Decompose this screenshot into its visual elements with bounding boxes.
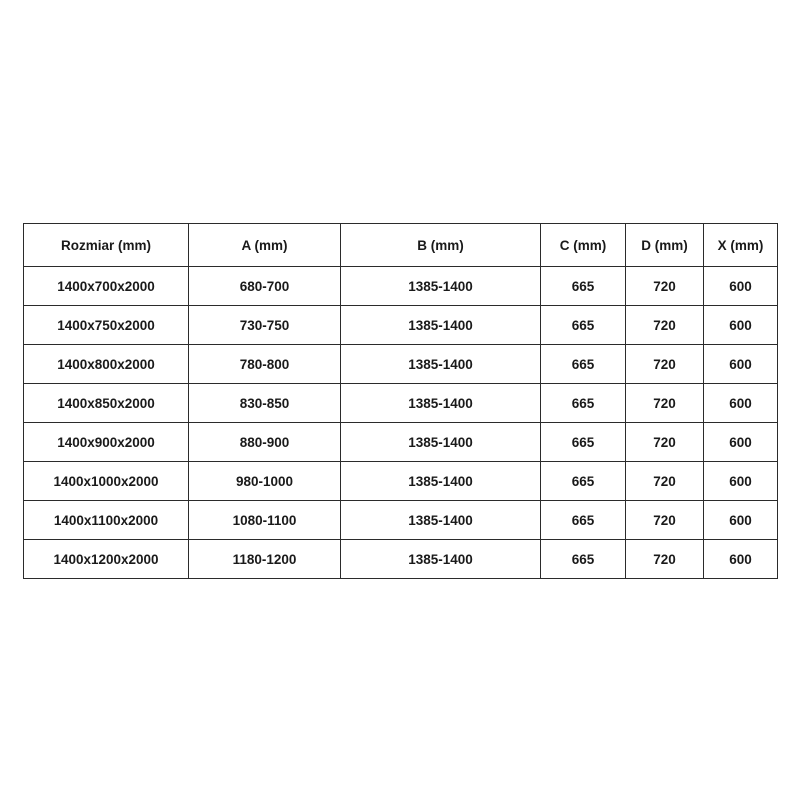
cell-b: 1385-1400 xyxy=(341,423,541,462)
table-row xyxy=(24,267,778,306)
cell-a: 680-700 xyxy=(189,267,341,306)
column-header-c: C (mm) xyxy=(541,224,626,267)
cell-b: 1385-1400 xyxy=(341,501,541,540)
cell-x: 600 xyxy=(704,267,778,306)
cell-c: 665 xyxy=(541,423,626,462)
table-row xyxy=(24,423,778,462)
cell-size: 1400x800x2000 xyxy=(24,345,189,384)
cell-x: 600 xyxy=(704,501,778,540)
table-body xyxy=(24,267,778,579)
cell-b: 1385-1400 xyxy=(341,384,541,423)
cell-x: 600 xyxy=(704,384,778,423)
cell-size: 1400x1200x2000 xyxy=(24,540,189,579)
cell-x: 600 xyxy=(704,462,778,501)
cell-c: 665 xyxy=(541,501,626,540)
cell-d: 720 xyxy=(626,267,704,306)
column-header-size: Rozmiar (mm) xyxy=(24,224,189,267)
cell-a: 1080-1100 xyxy=(189,501,341,540)
cell-a: 730-750 xyxy=(189,306,341,345)
column-header-b: B (mm) xyxy=(341,224,541,267)
cell-d: 720 xyxy=(626,540,704,579)
cell-d: 720 xyxy=(626,306,704,345)
cell-x: 600 xyxy=(704,345,778,384)
cell-c: 665 xyxy=(541,384,626,423)
table-header xyxy=(24,224,778,267)
cell-c: 665 xyxy=(541,345,626,384)
cell-b: 1385-1400 xyxy=(341,462,541,501)
size-table xyxy=(23,223,778,579)
cell-d: 720 xyxy=(626,462,704,501)
cell-d: 720 xyxy=(626,423,704,462)
cell-a: 880-900 xyxy=(189,423,341,462)
cell-c: 665 xyxy=(541,540,626,579)
cell-b: 1385-1400 xyxy=(341,540,541,579)
cell-c: 665 xyxy=(541,306,626,345)
cell-a: 780-800 xyxy=(189,345,341,384)
table-header-row xyxy=(24,224,778,267)
cell-a: 1180-1200 xyxy=(189,540,341,579)
cell-c: 665 xyxy=(541,462,626,501)
column-header-d: D (mm) xyxy=(626,224,704,267)
cell-d: 720 xyxy=(626,345,704,384)
table-row xyxy=(24,501,778,540)
cell-b: 1385-1400 xyxy=(341,267,541,306)
cell-a: 830-850 xyxy=(189,384,341,423)
cell-b: 1385-1400 xyxy=(341,345,541,384)
cell-size: 1400x1000x2000 xyxy=(24,462,189,501)
cell-d: 720 xyxy=(626,501,704,540)
cell-x: 600 xyxy=(704,423,778,462)
cell-size: 1400x750x2000 xyxy=(24,306,189,345)
cell-a: 980-1000 xyxy=(189,462,341,501)
cell-size: 1400x850x2000 xyxy=(24,384,189,423)
cell-x: 600 xyxy=(704,306,778,345)
column-header-x: X (mm) xyxy=(704,224,778,267)
column-header-a: A (mm) xyxy=(189,224,341,267)
table-row xyxy=(24,540,778,579)
cell-b: 1385-1400 xyxy=(341,306,541,345)
cell-size: 1400x1100x2000 xyxy=(24,501,189,540)
cell-c: 665 xyxy=(541,267,626,306)
cell-size: 1400x700x2000 xyxy=(24,267,189,306)
table-row xyxy=(24,306,778,345)
size-table-container xyxy=(23,223,777,579)
cell-size: 1400x900x2000 xyxy=(24,423,189,462)
cell-x: 600 xyxy=(704,540,778,579)
table-row xyxy=(24,345,778,384)
table-row xyxy=(24,462,778,501)
cell-d: 720 xyxy=(626,384,704,423)
table-row xyxy=(24,384,778,423)
